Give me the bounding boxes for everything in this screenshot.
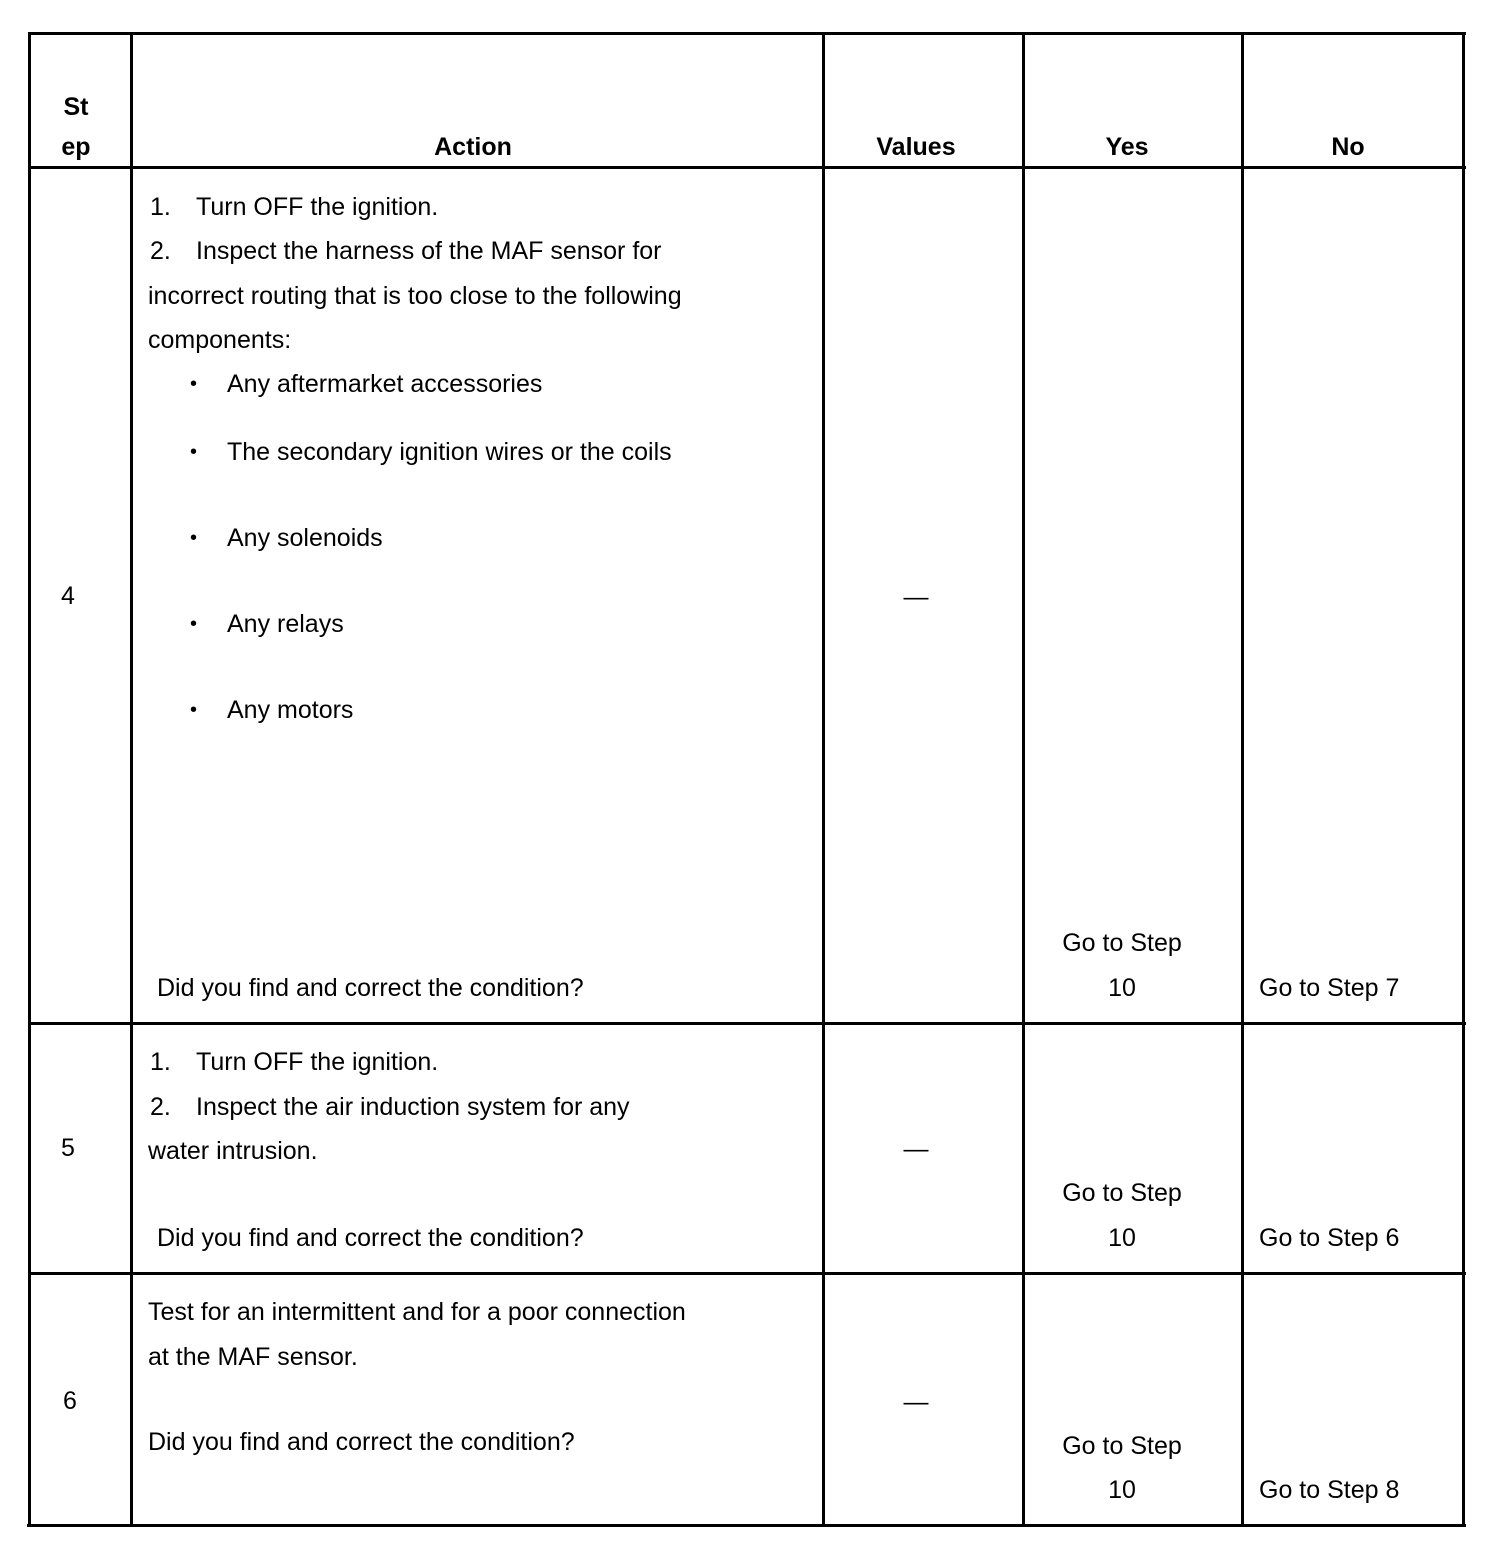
col-border-values-yes — [1022, 32, 1025, 1527]
action-question: Did you find and correct the condition? — [157, 1224, 584, 1252]
action-continuation: water intrusion. — [148, 1137, 318, 1165]
row-4-bottom-border — [29, 1022, 1466, 1025]
action-question: Did you find and correct the condition? — [157, 974, 584, 1002]
action-question: Did you find and correct the condition? — [148, 1428, 575, 1456]
values-cell: — — [903, 583, 929, 611]
action-bullet-item: Any motors — [227, 696, 354, 724]
step-number: 4 — [61, 582, 75, 610]
no-cell: Go to Step 6 — [1259, 1224, 1400, 1252]
action-bullet-item: Any aftermarket accessories — [227, 370, 543, 398]
col-border-action-values — [822, 32, 825, 1527]
no-cell: Go to Step 7 — [1259, 974, 1400, 1002]
yes-cell-line2: 10 — [1108, 1224, 1136, 1252]
action-continuation: components: — [148, 326, 292, 354]
col-border-right — [1462, 32, 1465, 1527]
action-item-text: Inspect the harness of the MAF sensor for — [196, 237, 662, 265]
action-item-number: 2. — [150, 237, 171, 265]
yes-cell-line2: 10 — [1108, 974, 1136, 1002]
action-item-number: 2. — [150, 1093, 171, 1121]
action-bullet-item: Any relays — [227, 610, 344, 638]
bullet-icon: • — [190, 613, 198, 635]
step-number: 6 — [63, 1387, 77, 1415]
header-action: Action — [434, 133, 512, 161]
action-item-text: Inspect the air induction system for any — [196, 1093, 630, 1121]
header-bottom-border — [29, 166, 1466, 169]
yes-cell-line2: 10 — [1108, 1476, 1136, 1504]
header-no: No — [1331, 133, 1365, 161]
header-values: Values — [876, 133, 956, 161]
header-step-line1: St — [63, 93, 89, 121]
action-continuation: incorrect routing that is too close to the following — [148, 282, 682, 310]
action-line: Test for an intermittent and for a poor connection — [148, 1298, 686, 1326]
yes-cell-line1: Go to Step — [1062, 1179, 1182, 1207]
header-step-line2: ep — [61, 133, 91, 161]
bullet-icon: • — [190, 373, 198, 395]
values-cell: — — [903, 1388, 929, 1416]
step-number: 5 — [61, 1134, 75, 1162]
table-bottom-border — [27, 1524, 1466, 1527]
action-item-text: Turn OFF the ignition. — [196, 1048, 439, 1076]
col-border-step-action — [130, 32, 133, 1527]
col-border-left — [28, 32, 31, 1527]
col-border-yes-no — [1241, 32, 1244, 1527]
no-cell: Go to Step 8 — [1259, 1476, 1400, 1504]
action-item-number: 1. — [150, 1048, 171, 1076]
header-yes: Yes — [1105, 133, 1149, 161]
yes-cell-line1: Go to Step — [1062, 929, 1182, 957]
action-bullet-item: Any solenoids — [227, 524, 383, 552]
bullet-icon: • — [190, 699, 198, 721]
action-bullet-item: The secondary ignition wires or the coils — [227, 438, 672, 466]
row-5-bottom-border — [29, 1272, 1466, 1275]
values-cell: — — [903, 1135, 929, 1163]
yes-cell-line1: Go to Step — [1062, 1432, 1182, 1460]
action-item-number: 1. — [150, 193, 171, 221]
bullet-icon: • — [190, 527, 198, 549]
bullet-icon: • — [190, 441, 198, 463]
table-top-border — [29, 32, 1466, 35]
action-line: at the MAF sensor. — [148, 1343, 358, 1371]
action-item-text: Turn OFF the ignition. — [196, 193, 439, 221]
